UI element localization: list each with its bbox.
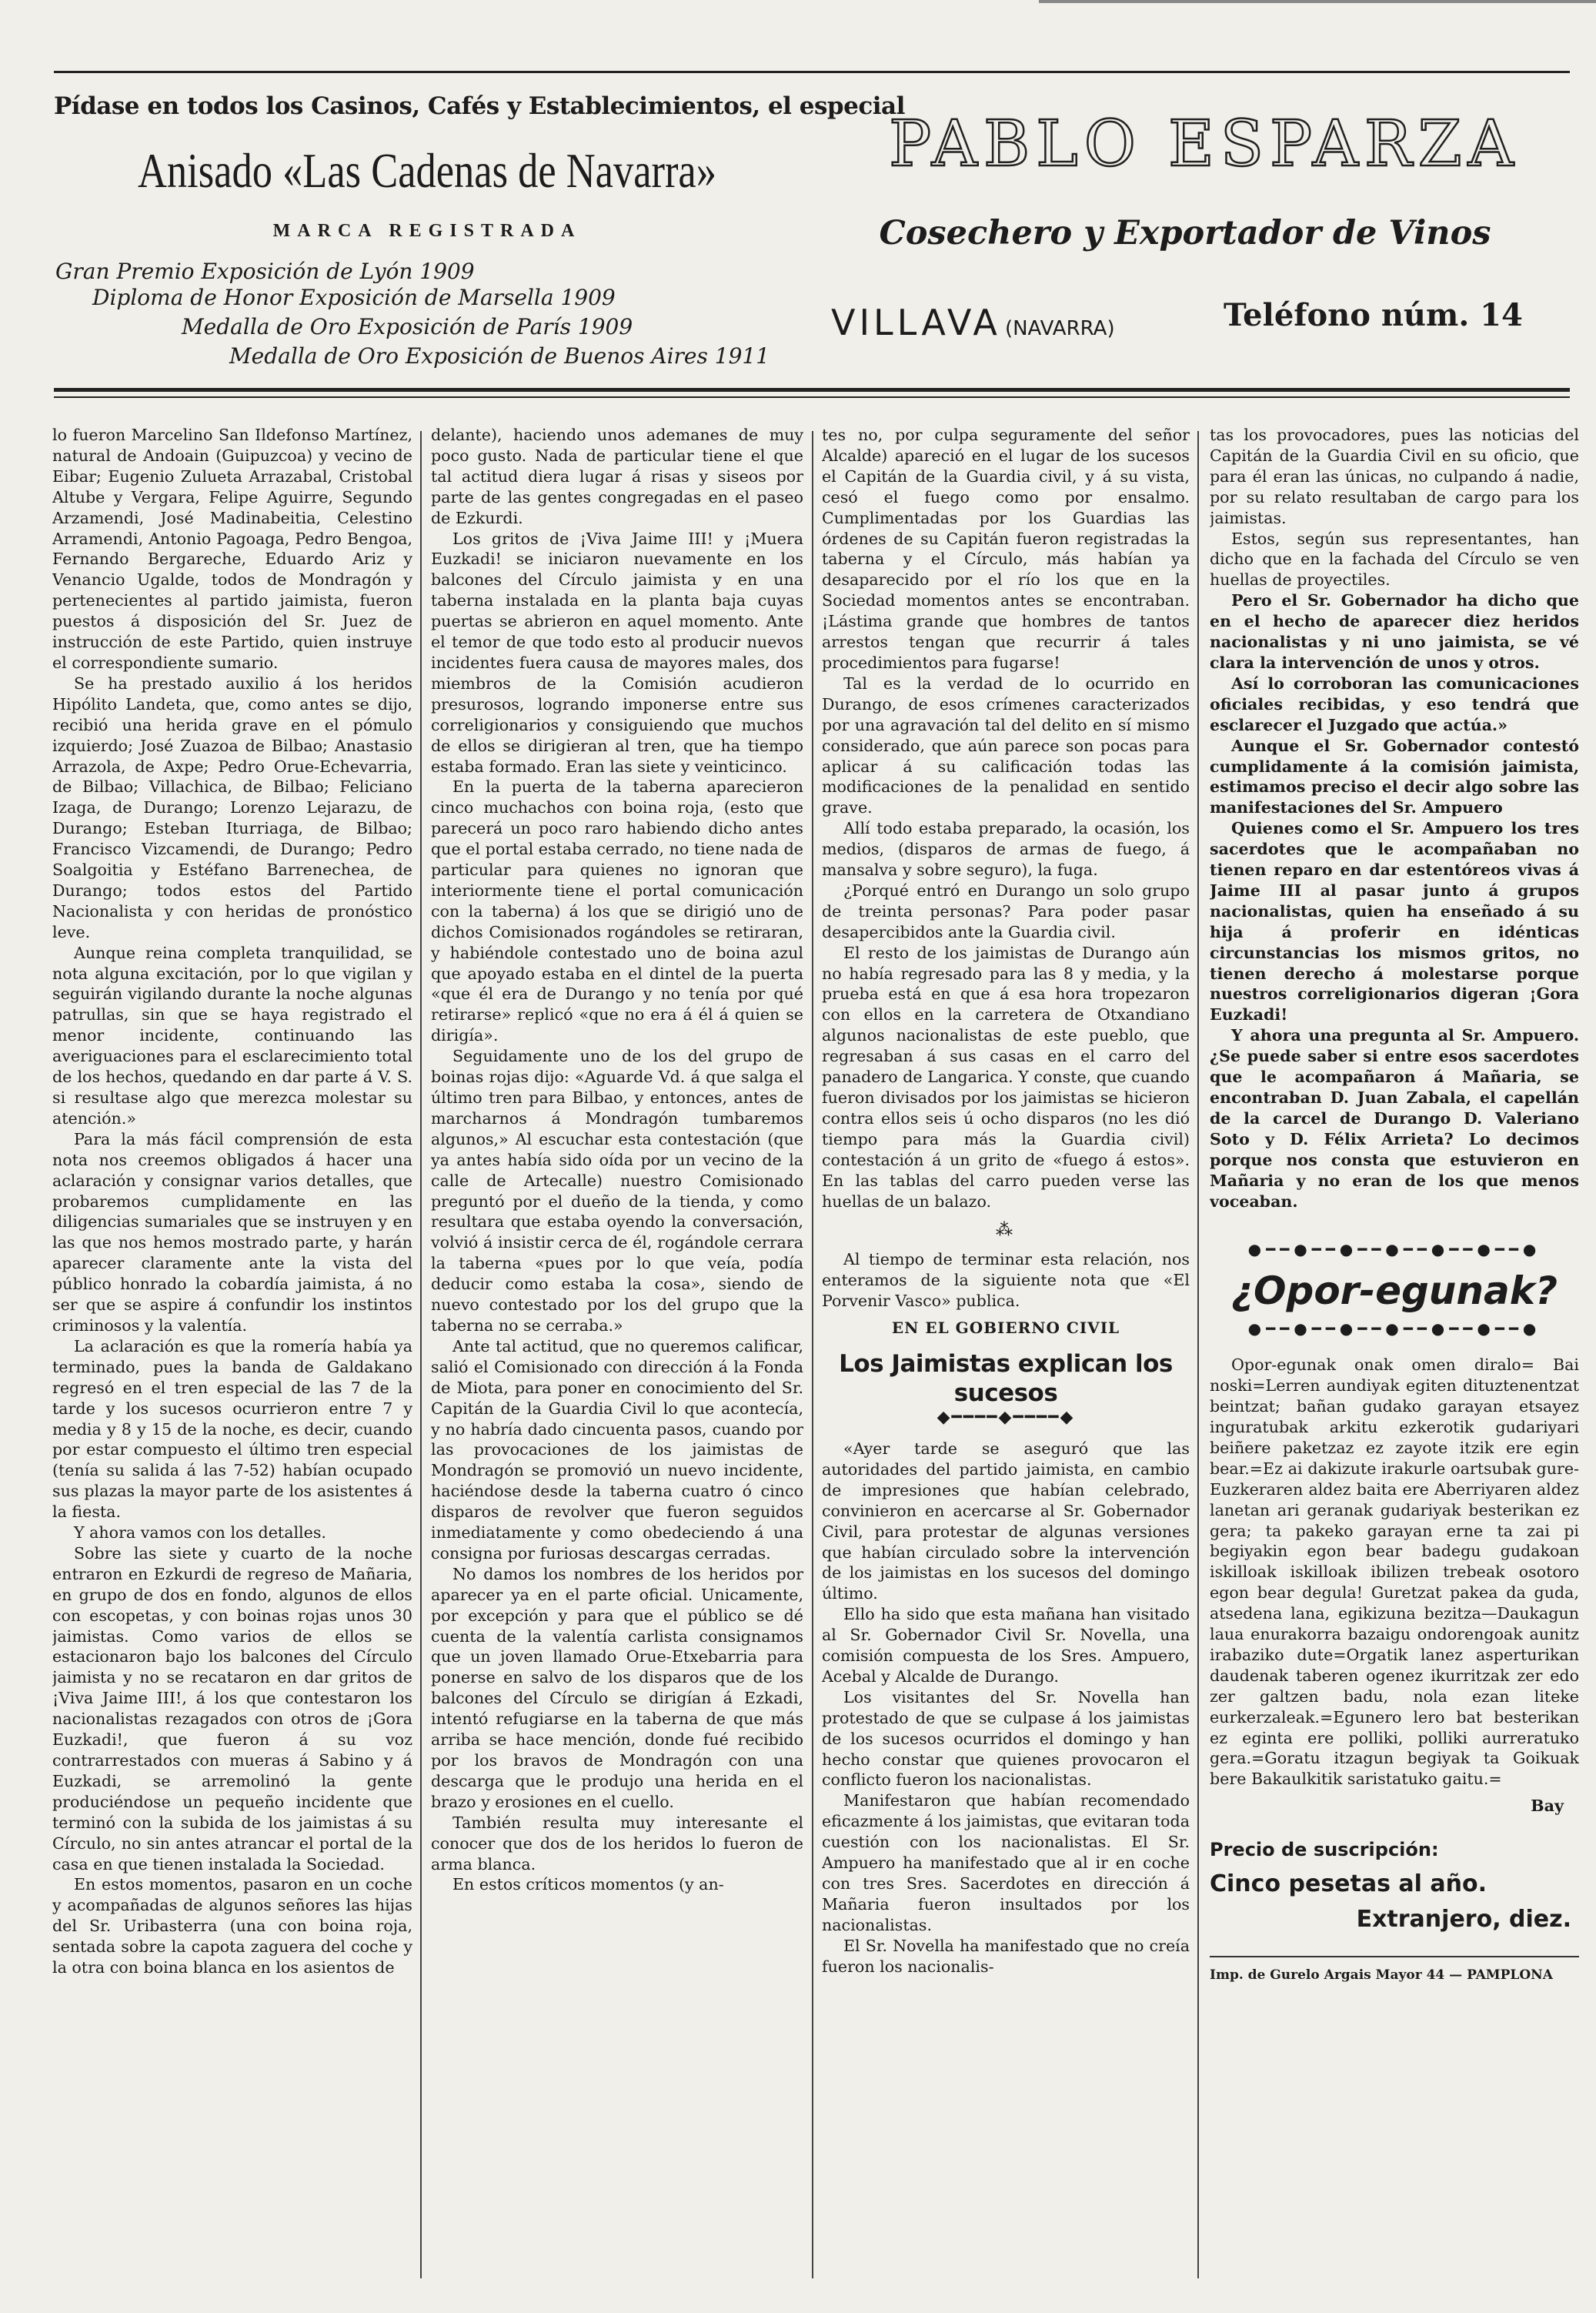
ad-award-1: Gran Premio Exposición de Lyón 1909 — [55, 259, 475, 284]
paragraph: El Sr. Novella ha manifestado que no creía fueron los nacionalis- — [822, 1936, 1190, 1976]
paragraph: Sobre las siete y cuarto de la noche entraron en Ezkurdi de regreso de Mañaria, en grupo de dos en fondo, algunos de ellos con escopetas, y con boinas rojas unos 30 jaimistas. Como varios de ellos se estacionaron bajo los balcones del Círculo jaimista y no se recataron en dar gritos de ¡Viva Jaime III!, á los que contestaron los nacionalistas rezagados con otros de ¡Gora Euzkadi!, que fueron á su voz contrarrestados con mueras á Sabino y á Euzkadi, se arremolinó la gente produciéndose un pequeño incidente que terminó con la subida de los jaimistas á su Círculo, no sin antes atrancar el portal de la casa en que tienen instalada la Sociedad. — [52, 1543, 412, 1873]
paragraph: Estos, según sus representantes, han dicho que en la fachada del Círculo se ven huellas de proyectiles. — [1210, 529, 1579, 590]
top-rule — [54, 71, 1570, 73]
paragraph: delante), haciendo unos ademanes de muy poco gusto. Nada de particular tiene el que tal actitud diera lugar á risas y siseos por parte de las gentes congregadas en el paseo de Ezkurdi. — [431, 426, 803, 527]
paragraph: tes no, por culpa seguramente del señor Alcalde) apareció en el lugar de los sucesos el Capitán de la Guardia civil, y á su vista, cesó el fuego como por ensalmo. Cumplimentadas por los Guardias las órdenes de su Capitán fueron registradas la taberna y el Círculo, más habían ya desaparecido por el río los que en la Sociedad momentos antes se encontraban. ¡Lástima grande que hombres de tantos arrestos tengan que recurrir á tales procedimientos para fugarse! — [822, 426, 1190, 672]
wine-merchant-name: PABLO ESPARZA — [889, 108, 1520, 181]
ad-brand: Anisado «Las Cadenas de Navarra» — [138, 143, 716, 198]
subscription-label: Precio de suscripción: — [1210, 1839, 1439, 1861]
paragraph: Ante tal actitud, que no queremos calificar, salió el Comisionado con dirección á la Fonda de Miota, para poner en conocimiento del Sr. Capitán de la Guardia Civil lo que acontecía, y no habría dado cincuenta pasos, cuando por las provocaciones de los jaimistas de Mondragón se promovió un nuevo incidente, haciéndose desde la taberna cuatro ó cinco disparos de revolver que fueron seguidos inmediatamente y como obedeciendo á una consigna por furiosas descargas cerradas. — [431, 1336, 803, 1563]
paragraph: lo fueron Marcelino San Ildefonso Martínez, natural de Andoain (Guipuzcoa) y vecino de Eibar; Eugenio Zulueta Arrazabal, Cristobal Altube y Vergara, Felipe Aguirre, Segundo Arzamendi, José Madinabeitia, Celestino Arramendi, Antonio Pagoaga, Pedro Bengoa, Fernando Bergareche, Eduardo Ariz y Venancio Ugalde, todos de Mondragón y pertenecientes al partido jaimista, fueron puestos á disposición del Sr. Juez de instrucción de este Partido, quien instruye el correspondiente sumario. — [52, 426, 412, 672]
town-region: (NAVARRA) — [1004, 317, 1115, 340]
header-bottom-rule — [54, 388, 1570, 392]
header-bottom-rule-thin — [54, 396, 1570, 398]
paragraph: Se ha prestado auxilio á los heridos Hipólito Landeta, que, como antes se dijo, recibió una herida grave en el pómulo izquierdo; José Zuazoa de Bilbao; Anastasio Arrazola, de Axpe; Pedro Orue-Echevarria, de Bilbao; Villachica, de Bilbao; Feliciano Izaga, de Durango; Lorenzo Lejarazu, de Durango; Esteban Iturriaga, de Bilbao; Francisco Vizcamendi, de Durango; Pedro Soalgoitia y Estéfano Barrenechea, de Durango; todos estos del Partido Nacionalista y con heridas de pronóstico leve. — [52, 674, 412, 941]
ornament-rule-top: ●━━●━━●━━●━━●━━●━━● — [1247, 1240, 1541, 1259]
paragraph: En la puerta de la taberna aparecieron cinco muchachos con boina roja, (esto que parecerá un poco raro habiendo dicho antes que el portal estaba cerrado, no tiene nada de particular para quienes no ignoran que interiormente tiene el portal comunicación con la taberna) á los que se dirigió uno de dichos Comisionados rogándoles se retiraran, y habiéndole contestado uno de boina azul que apoyado estaba en el dintel de la puerta «que él era de Durango y no tenía por qué retirarse» replicó «que no era á él á quien se dirigía». — [431, 777, 803, 1045]
paragraph: Opor-egunak onak omen diralo= Bai noski=Lerren aundiyak egiten dituztenentzat beintzat; bañan gudako garayan etsayez inguratubak arkitu ezkerotik gudariyari beiñere paketzaz ez zayote itzik ere egin bear.=Ez ai dakizute irakurle oartsubak gure-Euzkeraren aldez baita ere Aberriyaren aldez lanetan ari geranak gudariyak besterikan ez gera; ta pakeko garayan erne ta zai pi begiyakin egon bear badegu gudakoan iskilloak iskilloak ibilizen trebeak osotoro egon bear degula! Guretzat pakea da guda, atsedena lana, egikizuna bezitza—Daukagun laua enurakorra bazaigu ondorengoak aunitz irabaziko dute=Orgatik lanez asperturikan daudenak taberen ogenez ikurritzak zer edo zer galtzen badu, nola ezan liteke eurkerzaleak.=Egunero lero bat besterikan ez eginta ere polliki, polliki aurreratuko gera.=Goratu itzagun begiyak ta Goikuak bere Bakaulkitik saristatuko gaitu.= — [1210, 1355, 1579, 1789]
paragraph: Seguidamente uno de los del grupo de boinas rojas dijo: «Aguarde Vd. á que salga el último tren para Bilbao, y entonces, antes de marcharnos á Mondragón tumbaremos algunos,» Al escuchar esta contestación (que ya antes había sido oída por un vecino de la calle de Artecalle) nuestro Comisionado preguntó por el dueño de la tienda, y como resultara que estaba oyendo la conversación, volvió á insistir cerca de él, rogándole cerrara la taberna «pues por lo que veía, podía deducir como estaba la cosa», siendo de nuevo contestado por los del grupo que la taberna no se cerraba.» — [431, 1047, 803, 1335]
wine-merchant-phone: Teléfono núm. 14 — [1224, 297, 1523, 333]
paragraph: También resulta muy interesante el conocer que dos de los heridos lo fueron de arma blanca. — [431, 1813, 803, 1873]
headline: Los Jaimistas explican los sucesos — [839, 1349, 1173, 1407]
paragraph: No damos los nombres de los heridos por aparecer ya en el parte oficial. Unicamente, por excepción y para que el público se dé cuenta de la valentía carlista consignamos que un joven llamado Orue-Etxebarria para ponerse en salvo de los disparos que de los balcones del Círculo se dirigían á Ezkadi, intentó refugiarse en la taberna de que más arriba se hace mención, donde fué recibido por los bravos de Mondragón con una descarga que le produjo una herida en el brazo y erosiones en el cuello. — [431, 1564, 803, 1811]
paragraph: ¿Porqué entró en Durango un solo grupo de treinta personas? Para poder pasar desapercibidos ante la Guardia civil. — [822, 881, 1190, 941]
paragraph: Tal es la verdad de lo ocurrido en Durango, de esos crímenes caracterizados por una agravación tal del delito en sí mismo considerado, que aún parece son pocas para aplicar á su calificación todas las modificaciones de la penalidad en sentido grave. — [822, 674, 1190, 817]
signature: Bay — [1531, 1797, 1564, 1816]
asterism-ornament: ⁂ — [996, 1221, 1016, 1241]
top-edge-rule — [1039, 0, 1596, 3]
article-column-2 — [431, 425, 803, 2288]
paragraph: «Ayer tarde se aseguró que las autoridades del partido jaimista, en cambio de impresiones que habían celebrado, convinieron en acercarse al Sr. Gobernador Civil, para protestar de algunas versiones que habían circulado sobre la intervención de los jaimistas en los sucesos del domingo último. — [822, 1439, 1190, 1603]
paragraph: Quienes como el Sr. Ampuero los tres sacerdotes que le acompañaban no tienen reparo en dar estentóreos vivas á Jaime III al pasar junto á grupos nacionalistas, quien ha enseñado á su hija á proferir en idénticas circunstancias los mismos gritos, no tienen derecho á molestarse porque nuestros correligionarios digeran ¡Gora Euzkadi! — [1210, 819, 1579, 1024]
paragraph: Al tiempo de terminar esta relación, nos enteramos de la siguiente nota que «El Porvenir Vasco» publica. — [822, 1250, 1190, 1311]
ornament-rule-bottom: ●━━●━━●━━●━━●━━●━━● — [1247, 1319, 1541, 1339]
paragraph: El resto de los jaimistas de Durango aún no había regresado para las 8 y media, y la prueba está en que á esa hora tropezaron con ellos en la carretera de Otxandiano algunos nacionalistas de este pueblo, que regresaban á sus casas en el carro del panadero de Langarica. Y conste, que cuando fueron divisados por los jaimistas se hicieron contra ellos seis ú ocho disparos (no les dió tiempo para más la Guardia civil) contestación á un grito de «fuego á estos». En las tablas del carro pueden verse las huellas de un balazo. — [822, 943, 1190, 1211]
ad-award-4: Medalla de Oro Exposición de Buenos Aires 1911 — [229, 343, 770, 369]
wine-merchant-subtitle: Cosechero y Exportador de Vinos — [879, 214, 1491, 252]
section-heading: EN EL GOBIERNO CIVIL — [891, 1319, 1120, 1338]
headline-ornament: ◆━━━━◆━━━━◆ — [937, 1407, 1075, 1427]
article-column-1 — [52, 425, 412, 2288]
ad-top-line: Pídase en todos los Casinos, Cafés y Establecimientos, el especial — [54, 92, 905, 120]
article-column-4 — [1210, 425, 1579, 2288]
paragraph: Pero el Sr. Gobernador ha dicho que en el hecho de aparecer diez heridos nacionalistas y ni uno jaimista, se vé clara la intervención de unos y otros. — [1210, 591, 1579, 672]
column-divider-2 — [812, 431, 813, 2278]
subscription-foreign: Extranjero, diez. — [1356, 1906, 1571, 1934]
paragraph: Ello ha sido que esta mañana han visitado al Sr. Gobernador Civil Sr. Novella, una comisión compuesta de los Sres. Ampuero, Acebal y Alcalde de Durango. — [822, 1605, 1190, 1686]
paragraph: tas los provocadores, pues las noticias del Capitán de la Guardia Civil en su oficio, que para él eran las únicas, no culpando á nadie, por su relato resultaban de cargo para los jaimistas. — [1210, 426, 1579, 527]
imprint-line: Imp. de Gurelo Argais Mayor 44 — PAMPLONA — [1210, 1967, 1553, 1984]
article-column-3 — [822, 425, 1190, 2288]
ad-award-2: Diploma de Honor Exposición de Marsella 1909 — [92, 285, 616, 310]
paragraph: Y ahora vamos con los detalles. — [74, 1523, 326, 1543]
paragraph: Así lo corroboran las comunicaciones oficiales recibidas, y eso tendrá que esclarecer el Juzgado que actúa.» — [1210, 674, 1579, 734]
ad-award-3: Medalla de Oro Exposición de París 1909 — [182, 314, 633, 339]
wine-merchant-town — [831, 302, 1115, 343]
ad-trademark: MARCA REGISTRADA — [272, 221, 582, 241]
paragraph: En estos críticos momentos (y an- — [452, 1875, 724, 1894]
paragraph: Aunque el Sr. Gobernador contestó cumplidamente á la comisión jaimista, estimamos preciso el decir algo sobre las manifestaciones del Sr. Ampuero — [1210, 736, 1579, 817]
subscription-domestic: Cinco pesetas al año. — [1210, 1870, 1487, 1898]
paragraph: Los visitantes del Sr. Novella han protestado de que se culpase á los jaimistas de los sucesos ocurridos el domingo y han hecho constar que quienes provocaron el conflicto fueron los nacionalistas. — [822, 1687, 1190, 1790]
column-divider-3 — [1197, 431, 1199, 2278]
town-name: VILLAVA — [831, 302, 1001, 343]
paragraph: Allí todo estaba preparado, la ocasión, los medios, (disparos de armas de fuego, á mansalva y sobre seguro), la fuga. — [822, 819, 1190, 880]
paragraph: La aclaración es que la romería había ya terminado, pues la banda de Galdakano regresó en el tren especial de las 7 de la tarde y los sucesos ocurrieron entre 7 y media y 8 y 15 de la noche, es decir, cuando por estar compuesto el último tren especial (tenía su salida á las 7-52) habían ocupado sus plazas la mayor parte de los asistentes á la fiesta. — [52, 1336, 412, 1522]
paragraph: En estos momentos, pasaron en un coche y acompañadas de algunos señores las hijas del Sr. Uribasterra (una con boina roja, sentada sobre la capota zaguera del coche y la otra con boina blanca en los asientos de — [52, 1875, 412, 1977]
paragraph: Los gritos de ¡Viva Jaime III! y ¡Muera Euzkadi! se iniciaron nuevamente en los balcones del Círculo jaimista y en una taberna instalada en la planta baja cuyas puertas se abrieron en aquel momento. Ante el temor de que todo esto al producir nuevos incidentes fuera causa de mayores males, dos miembros de la Comisión acudieron presurosos, logrando imponerse entre sus correligionarios y consiguiendo que muchos de ellos se dirigieran al tren, que ha tiempo estaba formado. Eran las siete y veinticinco. — [431, 529, 803, 776]
paragraph: Manifestaron que habían recomendado eficazmente á los jaimistas, que evitaran toda cuestión con los nacionalistas. El Sr. Ampuero ha manifestado que al ir en coche con tres Sres. Sacerdotes en dirección á Mañaria fueron insultados por los nacionalistas. — [822, 1791, 1190, 1934]
column-divider-1 — [420, 431, 422, 2278]
paragraph: Y ahora una pregunta al Sr. Ampuero. ¿Se puede saber si entre esos sacerdotes que le acompañaron á Mañaria, se encontraban D. Juan Zabala, el capellán de la carcel de Durango D. Valeriano Soto y D. Félix Arrieta? Lo decimos porque nos consta que estuvieron en Mañaria y no eran de los que menos voceaban. — [1210, 1026, 1579, 1211]
imprint-rule — [1210, 1956, 1579, 1957]
basque-article-title: ¿Opor-egunak? — [1231, 1268, 1558, 1314]
paragraph: Aunque reina completa tranquilidad, se nota alguna excitación, por lo que vigilan y seguirán vigilando durante la noche algunas patrullas, sin que se haya registrado el menor incidente, continuando las averiguaciones para el esclarecimiento total de los hechos, quedando en dar parte á V. S. si resultase algo que merezca molestar su atención.» — [52, 943, 412, 1128]
paragraph: Para la más fácil comprensión de esta nota nos creemos obligados á hacer una aclaración y consignar varios detalles, que probaremos cumplidamente en las diligencias sumariales que se instruyen y en las que nos hemos mostrado parte, y harán aparecer claramente ante la vista del público honrado la cobardía jaimista, á no ser que se aspire á confundir los instintos criminosos y la valentía. — [52, 1129, 412, 1335]
